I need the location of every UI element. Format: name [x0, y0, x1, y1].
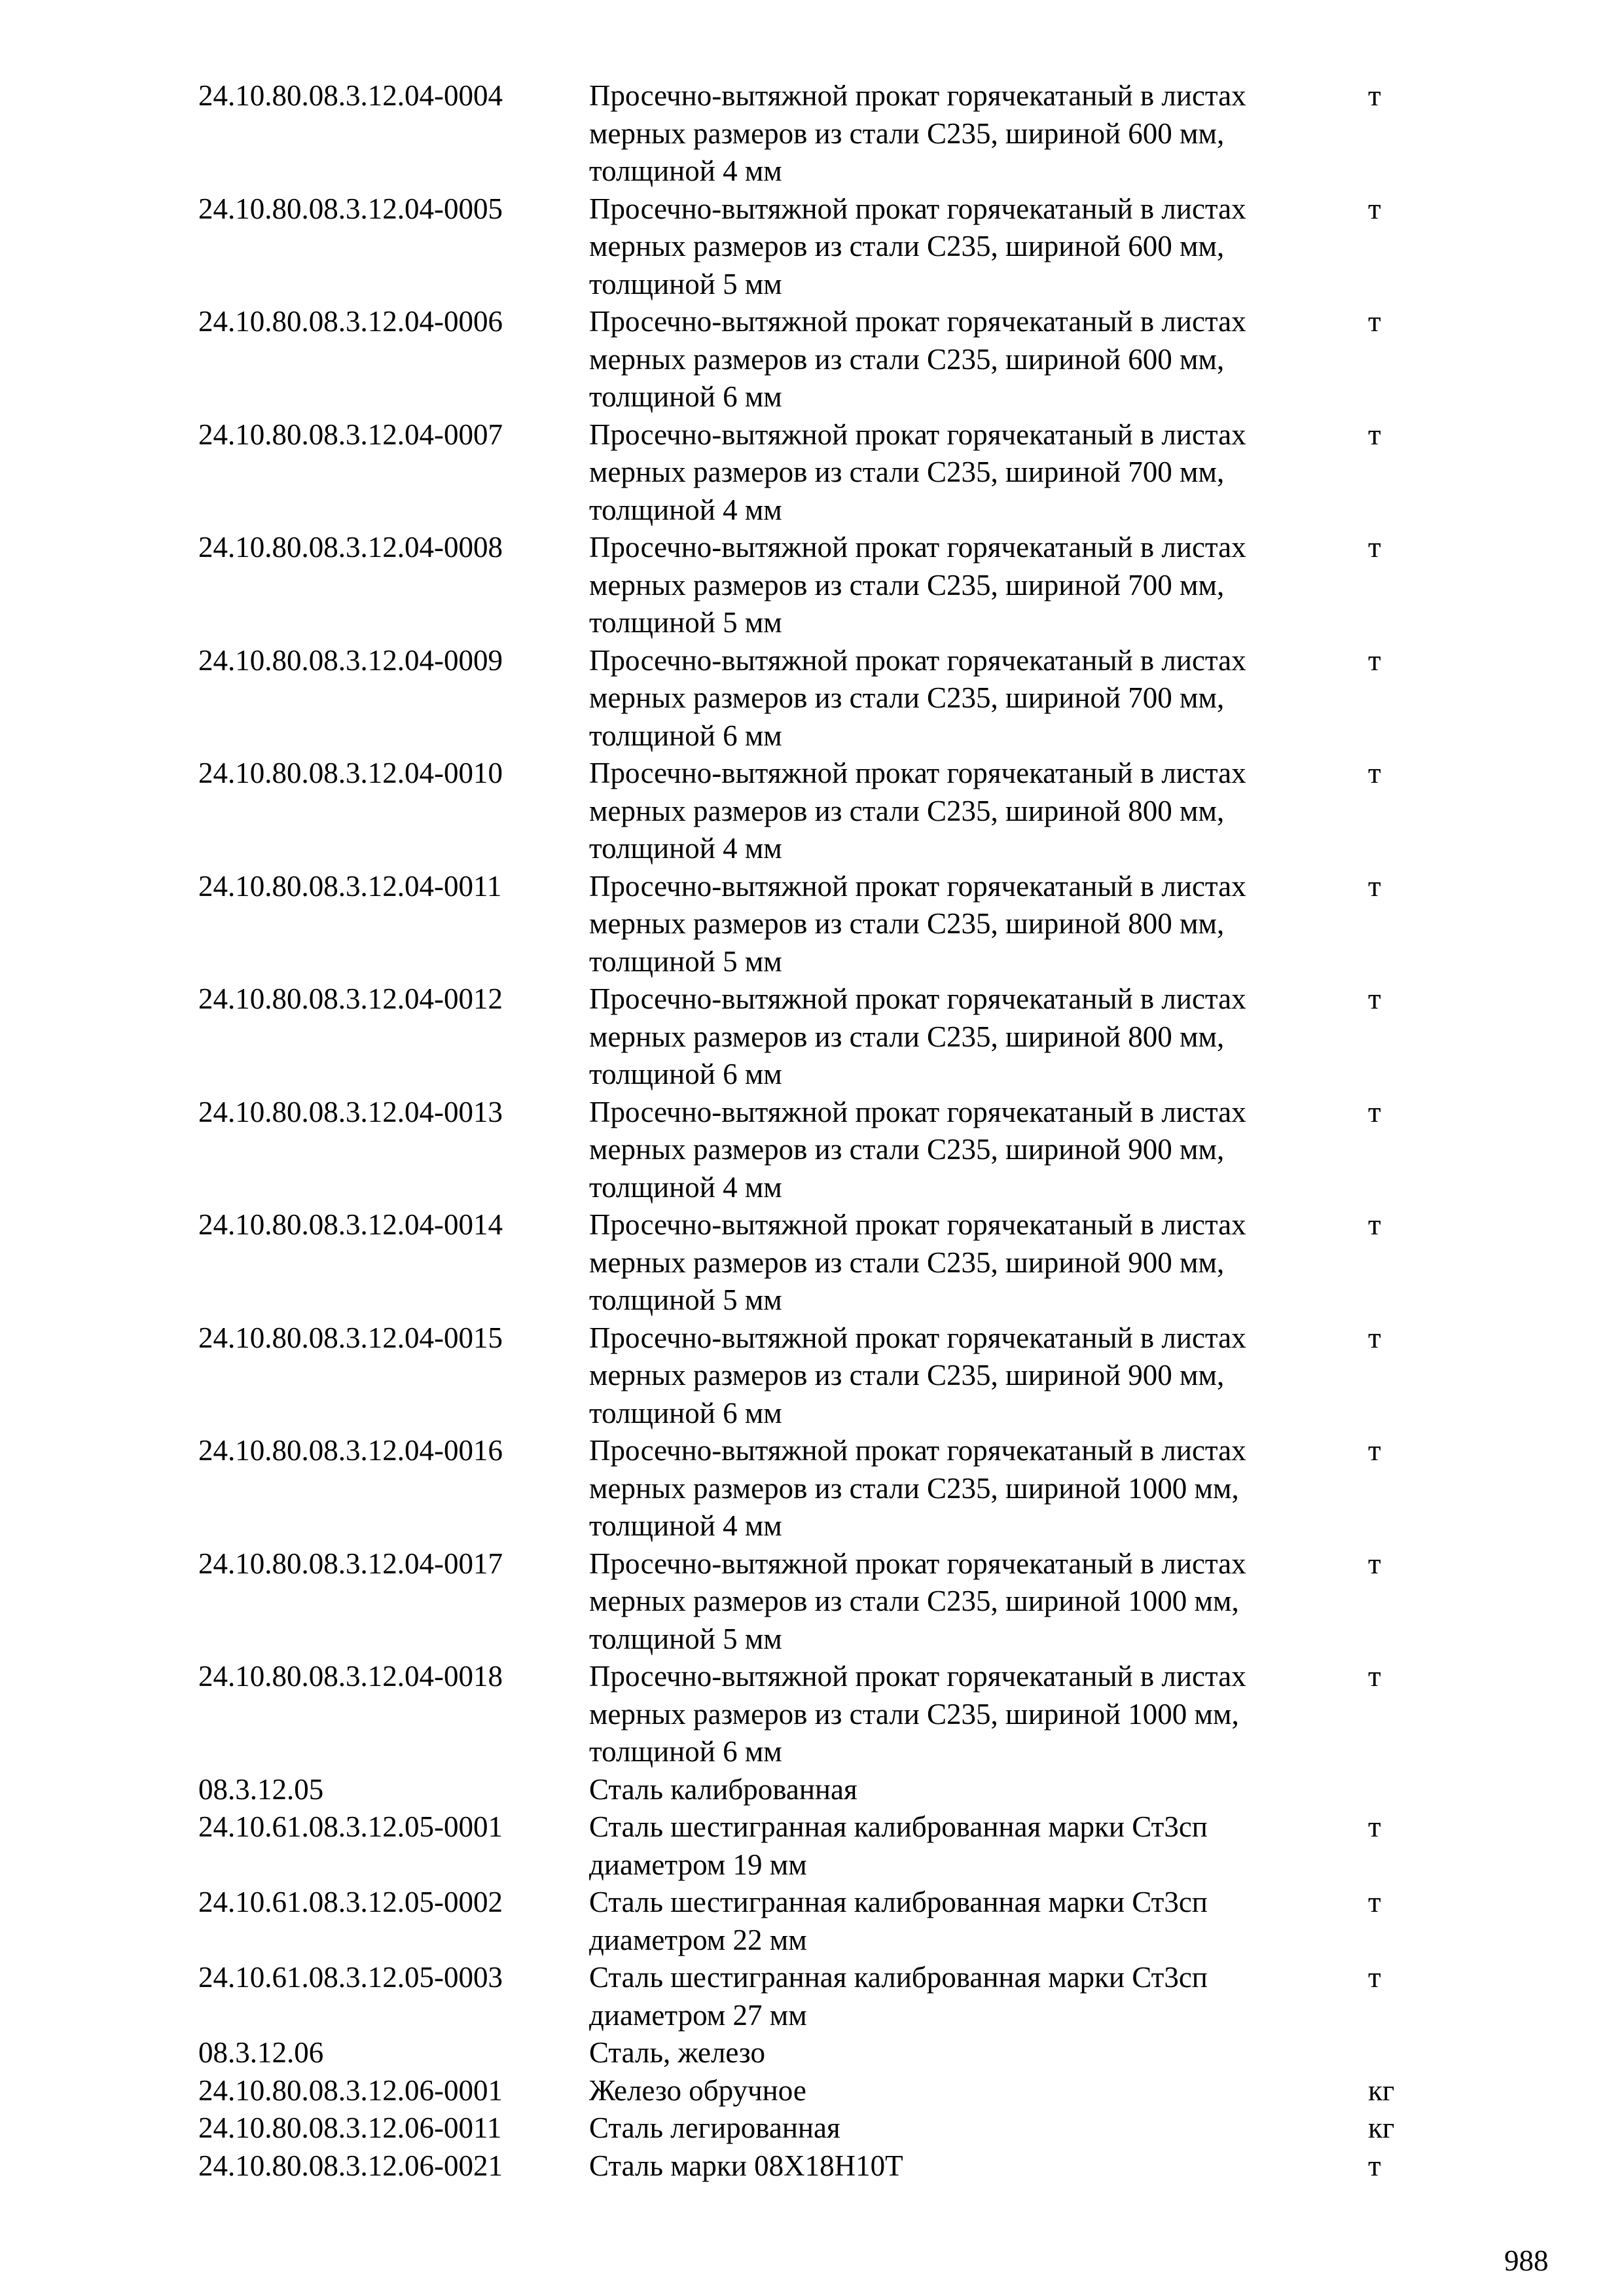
unit-of-measure: т	[1368, 418, 1381, 451]
resource-description: Сталь шестигранная калиброванная марки Ст3сп диаметром 19 мм	[589, 1810, 1208, 1881]
resource-description: Просечно-вытяжной прокат горячекатаный в листах мерных размеров из стали С235, шириной 700 мм, толщиной 4 мм	[589, 418, 1246, 526]
resource-description: Сталь, железо	[589, 2036, 765, 2069]
unit-of-measure: т	[1368, 1660, 1381, 1693]
resource-code: 24.10.61.08.3.12.05-0003	[198, 1961, 503, 1994]
resource-code: 24.10.80.08.3.12.04-0011	[198, 869, 502, 903]
table-row	[198, 1094, 1442, 1207]
table-row	[198, 1808, 1442, 1884]
unit-of-measure: т	[1368, 1886, 1381, 1918]
resource-description: Просечно-вытяжной прокат горячекатаный в листах мерных размеров из стали С235, шириной 700 мм, толщиной 5 мм	[589, 531, 1246, 639]
resource-code: 24.10.80.08.3.12.04-0009	[198, 643, 503, 677]
resource-code: 24.10.80.08.3.12.04-0007	[198, 418, 503, 451]
resource-code: 24.10.80.08.3.12.04-0012	[198, 982, 503, 1015]
unit-of-measure: т	[1368, 1095, 1381, 1128]
resource-code: 24.10.80.08.3.12.04-0005	[198, 192, 503, 225]
resource-code: 24.10.80.08.3.12.06-0011	[198, 2111, 502, 2144]
resource-code: 24.10.61.08.3.12.05-0002	[198, 1886, 503, 1918]
resource-code: 08.3.12.05	[198, 1772, 324, 1806]
resource-code: 24.10.80.08.3.12.04-0017	[198, 1547, 503, 1580]
unit-of-measure: кг	[1368, 2073, 1395, 2107]
resource-code: 24.10.80.08.3.12.04-0010	[198, 757, 503, 789]
resource-code: 24.10.61.08.3.12.05-0001	[198, 1810, 503, 1843]
resource-description: Просечно-вытяжной прокат горячекатаный в листах мерных размеров из стали С235, шириной 900 мм, толщиной 5 мм	[589, 1208, 1246, 1316]
table-row	[198, 1319, 1442, 1433]
resource-code: 24.10.80.08.3.12.04-0008	[198, 531, 503, 564]
unit-of-measure: т	[1368, 1321, 1381, 1354]
resource-code: 24.10.80.08.3.12.04-0006	[198, 305, 503, 338]
table-row	[198, 1884, 1442, 1959]
resource-description: Сталь калиброванная	[589, 1772, 857, 1806]
resource-table	[198, 77, 1442, 2185]
resource-description: Сталь легированная	[589, 2111, 840, 2144]
resource-code: 24.10.80.08.3.12.06-0021	[198, 2149, 503, 2182]
resource-code: 24.10.80.08.3.12.04-0004	[198, 79, 503, 112]
unit-of-measure: т	[1368, 982, 1381, 1015]
resource-description: Железо обручное	[589, 2073, 806, 2107]
resource-code: 24.10.80.08.3.12.04-0015	[198, 1321, 503, 1354]
table-row	[198, 1959, 1442, 2034]
resource-description: Сталь шестигранная калиброванная марки Ст3сп диаметром 27 мм	[589, 1961, 1208, 2032]
resource-description: Просечно-вытяжной прокат горячекатаный в листах мерных размеров из стали С235, шириной 900 мм, толщиной 6 мм	[589, 1321, 1246, 1429]
table-row	[198, 755, 1442, 868]
resource-code: 24.10.80.08.3.12.04-0014	[198, 1208, 503, 1241]
resource-description: Сталь марки 08Х18Н10Т	[589, 2149, 903, 2182]
table-row	[198, 303, 1442, 416]
unit-of-measure: т	[1368, 1961, 1381, 1994]
table-row	[198, 1771, 1442, 1809]
unit-of-measure: т	[1368, 1810, 1381, 1843]
table-row	[198, 2147, 1442, 2185]
unit-of-measure: т	[1368, 531, 1381, 564]
unit-of-measure: т	[1368, 79, 1381, 112]
resource-description: Просечно-вытяжной прокат горячекатаный в листах мерных размеров из стали С235, шириной 800 мм, толщиной 5 мм	[589, 869, 1246, 978]
unit-of-measure: т	[1368, 1208, 1381, 1241]
table-row	[198, 1206, 1442, 1319]
resource-description: Просечно-вытяжной прокат горячекатаный в листах мерных размеров из стали С235, шириной 600 мм, толщиной 4 мм	[589, 79, 1246, 187]
table-row	[198, 416, 1442, 529]
unit-of-measure: т	[1368, 1547, 1381, 1580]
table-row	[198, 2034, 1442, 2072]
table-row	[198, 2072, 1442, 2110]
table-row	[198, 980, 1442, 1094]
table-row	[198, 2109, 1442, 2147]
resource-description: Просечно-вытяжной прокат горячекатаный в листах мерных размеров из стали С235, шириной 1000 мм, толщиной 5 мм	[589, 1547, 1246, 1655]
unit-of-measure: кг	[1368, 2111, 1395, 2144]
resource-code: 24.10.80.08.3.12.04-0013	[198, 1095, 503, 1128]
resource-description: Сталь шестигранная калиброванная марки Ст3сп диаметром 22 мм	[589, 1886, 1208, 1956]
table-row	[198, 77, 1442, 190]
resource-code: 08.3.12.06	[198, 2036, 324, 2069]
resource-description: Просечно-вытяжной прокат горячекатаный в листах мерных размеров из стали С235, шириной 600 мм, толщиной 5 мм	[589, 192, 1246, 300]
unit-of-measure: т	[1368, 2149, 1381, 2182]
unit-of-measure: т	[1368, 757, 1381, 789]
table-row	[198, 529, 1442, 642]
resource-description: Просечно-вытяжной прокат горячекатаный в листах мерных размеров из стали С235, шириной 800 мм, толщиной 6 мм	[589, 982, 1246, 1090]
table-row	[198, 1545, 1442, 1659]
unit-of-measure: т	[1368, 869, 1381, 903]
table-row	[198, 190, 1442, 304]
table-row	[198, 868, 1442, 981]
resource-description: Просечно-вытяжной прокат горячекатаный в листах мерных размеров из стали С235, шириной 1000 мм, толщиной 4 мм	[589, 1434, 1246, 1542]
resource-description: Просечно-вытяжной прокат горячекатаный в листах мерных размеров из стали С235, шириной 700 мм, толщиной 6 мм	[589, 643, 1246, 752]
resource-description: Просечно-вытяжной прокат горячекатаный в листах мерных размеров из стали С235, шириной 800 мм, толщиной 4 мм	[589, 757, 1246, 865]
resource-code: 24.10.80.08.3.12.04-0018	[198, 1660, 503, 1693]
table-row	[198, 1432, 1442, 1545]
unit-of-measure: т	[1368, 1434, 1381, 1467]
page-number: 988	[1504, 2244, 1549, 2277]
unit-of-measure: т	[1368, 192, 1381, 225]
resource-code: 24.10.80.08.3.12.06-0001	[198, 2073, 503, 2107]
table-row	[198, 1658, 1442, 1771]
resource-description: Просечно-вытяжной прокат горячекатаный в листах мерных размеров из стали С235, шириной 1000 мм, толщиной 6 мм	[589, 1660, 1246, 1768]
unit-of-measure: т	[1368, 643, 1381, 677]
resource-description: Просечно-вытяжной прокат горячекатаный в листах мерных размеров из стали С235, шириной 900 мм, толщиной 4 мм	[589, 1095, 1246, 1204]
resource-description: Просечно-вытяжной прокат горячекатаный в листах мерных размеров из стали С235, шириной 600 мм, толщиной 6 мм	[589, 305, 1246, 413]
table-row	[198, 642, 1442, 755]
resource-code: 24.10.80.08.3.12.04-0016	[198, 1434, 503, 1467]
unit-of-measure: т	[1368, 305, 1381, 338]
